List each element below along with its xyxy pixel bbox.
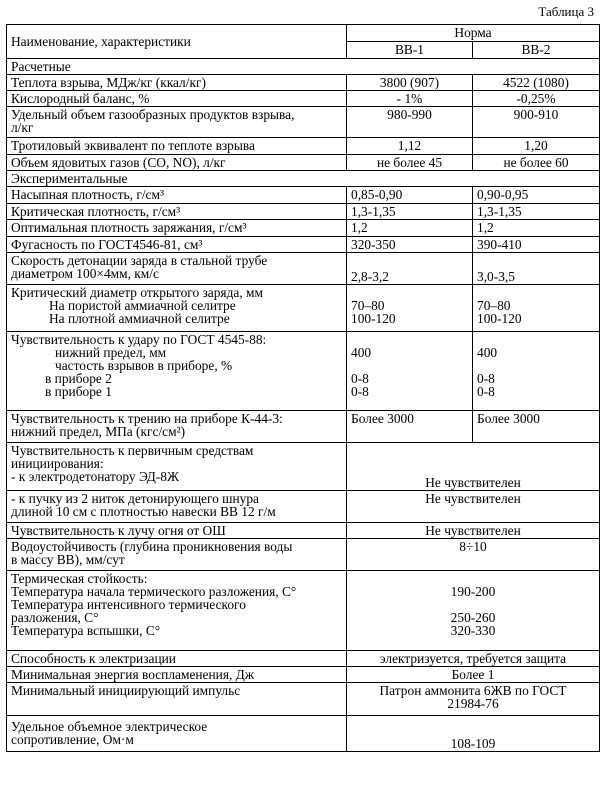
row-name: Фугасность по ГОСТ4546-81, см³: [7, 237, 347, 253]
vv1-value: 0,85-0,90: [347, 187, 473, 204]
vv1-value: - 1%: [347, 91, 473, 107]
vv2-value-line: 0-8: [477, 371, 495, 386]
row-name-line: Чувствительность к первичным средствам: [11, 443, 254, 458]
vv2-value-line: 0-8: [477, 384, 495, 399]
vv2-value: 900-910: [473, 107, 600, 138]
row-name-line: Термическая стойкость:: [11, 571, 148, 586]
vv1-value-line: 0-8: [351, 384, 369, 399]
vv2-value: 1,3-1,35: [473, 204, 600, 220]
row-name: [7, 332, 347, 411]
vv2-value: 1,20: [473, 138, 600, 155]
vv1-value: 1,12: [347, 138, 473, 155]
table-row: [7, 443, 600, 491]
table-row: [7, 91, 600, 107]
vv2-value: 3,0-3,5: [473, 253, 600, 285]
row-name: [7, 491, 347, 523]
table-label: Таблица 3: [538, 4, 594, 19]
row-name: Минимальный инициирующий импульс: [7, 683, 347, 716]
table-row: [7, 683, 600, 716]
vv1-value-line: 70–80: [351, 298, 385, 313]
row-name-line: в приборе 2: [45, 371, 112, 386]
table-row: [7, 491, 600, 523]
vv1-value: 320-350: [347, 237, 473, 253]
row-name-line: На пористой аммиачной селитре: [49, 298, 236, 313]
vv2-value: [473, 285, 600, 332]
table-row: [7, 411, 600, 443]
table-row: [7, 332, 600, 411]
merged-value-line: 21984-76: [447, 696, 499, 711]
characteristics-table: [6, 24, 600, 752]
merged-value-line: Патрон аммонита 6ЖВ по ГОСТ: [379, 683, 567, 698]
merged-value: электризуется, требуется защита: [347, 651, 600, 667]
table-row: [7, 667, 600, 683]
row-name-line: Чувствительность к трению на приборе К-44-3:: [11, 411, 283, 426]
row-name-line: Чувствительность к удару по ГОСТ 4545-88:: [11, 332, 267, 347]
row-name-line: сопротивление, Ом·м: [11, 732, 134, 747]
row-name-line: диаметром 100×4мм, км/с: [11, 266, 159, 281]
row-name-line: Водоустойчивость (глубина проникновения воды: [11, 539, 293, 554]
table-row: [7, 716, 600, 752]
row-name: Объем ядовитых газов (CO, NO), л/кг: [7, 155, 347, 171]
row-name: Критическая плотность, г/см³: [7, 204, 347, 220]
vv1-value: Более 3000: [347, 411, 473, 443]
row-name-line: в массу ВВ), мм/сут: [11, 552, 125, 567]
vv1-value: 3800 (907): [347, 75, 473, 91]
section-exp: Экспериментальные: [7, 171, 600, 187]
row-name: Минимальная энергия воспламенения, Дж: [7, 667, 347, 683]
row-name-line: инициирования:: [11, 456, 104, 471]
vv1-value: 1,2: [347, 220, 473, 237]
table-row: [7, 651, 600, 667]
vv1-value: не более 45: [347, 155, 473, 171]
vv1-value-line: 100-120: [351, 311, 396, 326]
merged-value: [347, 571, 600, 651]
vv2-value-line: 70–80: [477, 298, 511, 313]
merged-value: Более 1: [347, 667, 600, 683]
table-row: [7, 75, 600, 91]
table-row: [7, 539, 600, 571]
table-row: [7, 220, 600, 237]
row-name: [7, 571, 347, 651]
row-name: [7, 285, 347, 332]
vv2-value: Более 3000: [473, 411, 600, 443]
table-row: [7, 253, 600, 285]
merged-value: 8÷10: [347, 539, 600, 571]
merged-value: Не чувствителен: [347, 443, 600, 491]
vv2-value: -0,25%: [473, 91, 600, 107]
row-name-line: нижний предел, МПа (кгс/см²): [11, 424, 186, 439]
row-name-line: длиной 10 см с плотностью навески ВВ 12 г/м: [11, 504, 276, 519]
row-name: Способность к электризации: [7, 651, 347, 667]
section-row: [7, 171, 600, 187]
norm-header: Норма: [347, 25, 600, 42]
row-name-line: - к пучку из 2 ниток детонирующего шнура: [11, 491, 259, 506]
vv1-value-line: 0-8: [351, 371, 369, 386]
table-row: [7, 138, 600, 155]
vv2-value: 390-410: [473, 237, 600, 253]
row-name-line: в приборе 1: [45, 384, 112, 399]
section-calc: Расчетные: [7, 59, 600, 75]
vv2-value: [473, 332, 600, 411]
vv2-value: не более 60: [473, 155, 600, 171]
merged-value-line: 250-260: [450, 610, 496, 625]
vv2-value: 0,90-0,95: [473, 187, 600, 204]
vv2-value: 1,2: [473, 220, 600, 237]
row-name-line: На плотной аммиачной селитре: [49, 311, 230, 326]
row-name: [7, 443, 347, 491]
row-name: Теплота взрыва, МДж/кг (ккал/кг): [7, 75, 347, 91]
row-name: Насыпная плотность, г/см³: [7, 187, 347, 204]
row-name: Чувствительность к лучу огня от ОШ: [7, 523, 347, 539]
vv1-value: [347, 332, 473, 411]
table-row: [7, 187, 600, 204]
vv1-value: [347, 285, 473, 332]
row-name-line: частость взрывов в приборе, %: [55, 358, 233, 373]
row-name-line: Удельное объемное электрическое: [11, 719, 208, 734]
row-name: [7, 411, 347, 443]
merged-value-line: 190-200: [450, 584, 496, 599]
merged-value: 108-109: [347, 716, 600, 752]
row-name-line: Температура вспышки, С°: [11, 623, 161, 638]
row-name: Кислородный баланс, %: [7, 91, 347, 107]
row-name-line: Температура интенсивного термического: [11, 597, 246, 612]
row-name-line: - к электродетонатору ЭД-8Ж: [11, 469, 179, 484]
row-name: [7, 253, 347, 285]
row-name-line: л/кг: [11, 120, 34, 135]
vv2-value: 4522 (1080): [473, 75, 600, 91]
row-name: Оптимальная плотность заряжания, г/см³: [7, 220, 347, 237]
row-name-line: Удельный объем газообразных продуктов взрыва,: [11, 107, 295, 122]
vv2-header: ВВ-2: [473, 42, 600, 59]
table-row: [7, 204, 600, 220]
merged-value-line: 320-330: [450, 623, 496, 638]
table-row: [7, 237, 600, 253]
row-name: [7, 716, 347, 752]
row-name-line: разложения, С°: [11, 610, 99, 625]
vv1-value: 1,3-1,35: [347, 204, 473, 220]
table-row: [7, 523, 600, 539]
merged-value: [347, 683, 600, 716]
row-name: [7, 107, 347, 138]
table-row: [7, 155, 600, 171]
row-name-line: Скорость детонации заряда в стальной трубе: [11, 253, 268, 268]
row-name: [7, 539, 347, 571]
name-column-header: Наименование, характеристики: [7, 25, 347, 59]
merged-value: Не чувствителен: [347, 523, 600, 539]
section-row: [7, 59, 600, 75]
row-name: Тротиловый эквивалент по теплоте взрыва: [7, 138, 347, 155]
vv2-value-line: 400: [477, 345, 498, 360]
vv1-value: 980-990: [347, 107, 473, 138]
row-name-line: Критический диаметр открытого заряда, мм: [11, 285, 263, 300]
row-name-line: нижний предел, мм: [55, 345, 167, 360]
vv1-value-line: 400: [351, 345, 372, 360]
header-row: [7, 25, 600, 42]
merged-value: Не чувствителен: [347, 491, 600, 523]
vv2-value-line: 100-120: [477, 311, 522, 326]
vv1-value: 2,8-3,2: [347, 253, 473, 285]
table-row: [7, 285, 600, 332]
table-row: [7, 571, 600, 651]
row-name-line: Температура начала термического разложения, С°: [11, 584, 297, 599]
table-row: [7, 107, 600, 138]
vv1-header: ВВ-1: [347, 42, 473, 59]
